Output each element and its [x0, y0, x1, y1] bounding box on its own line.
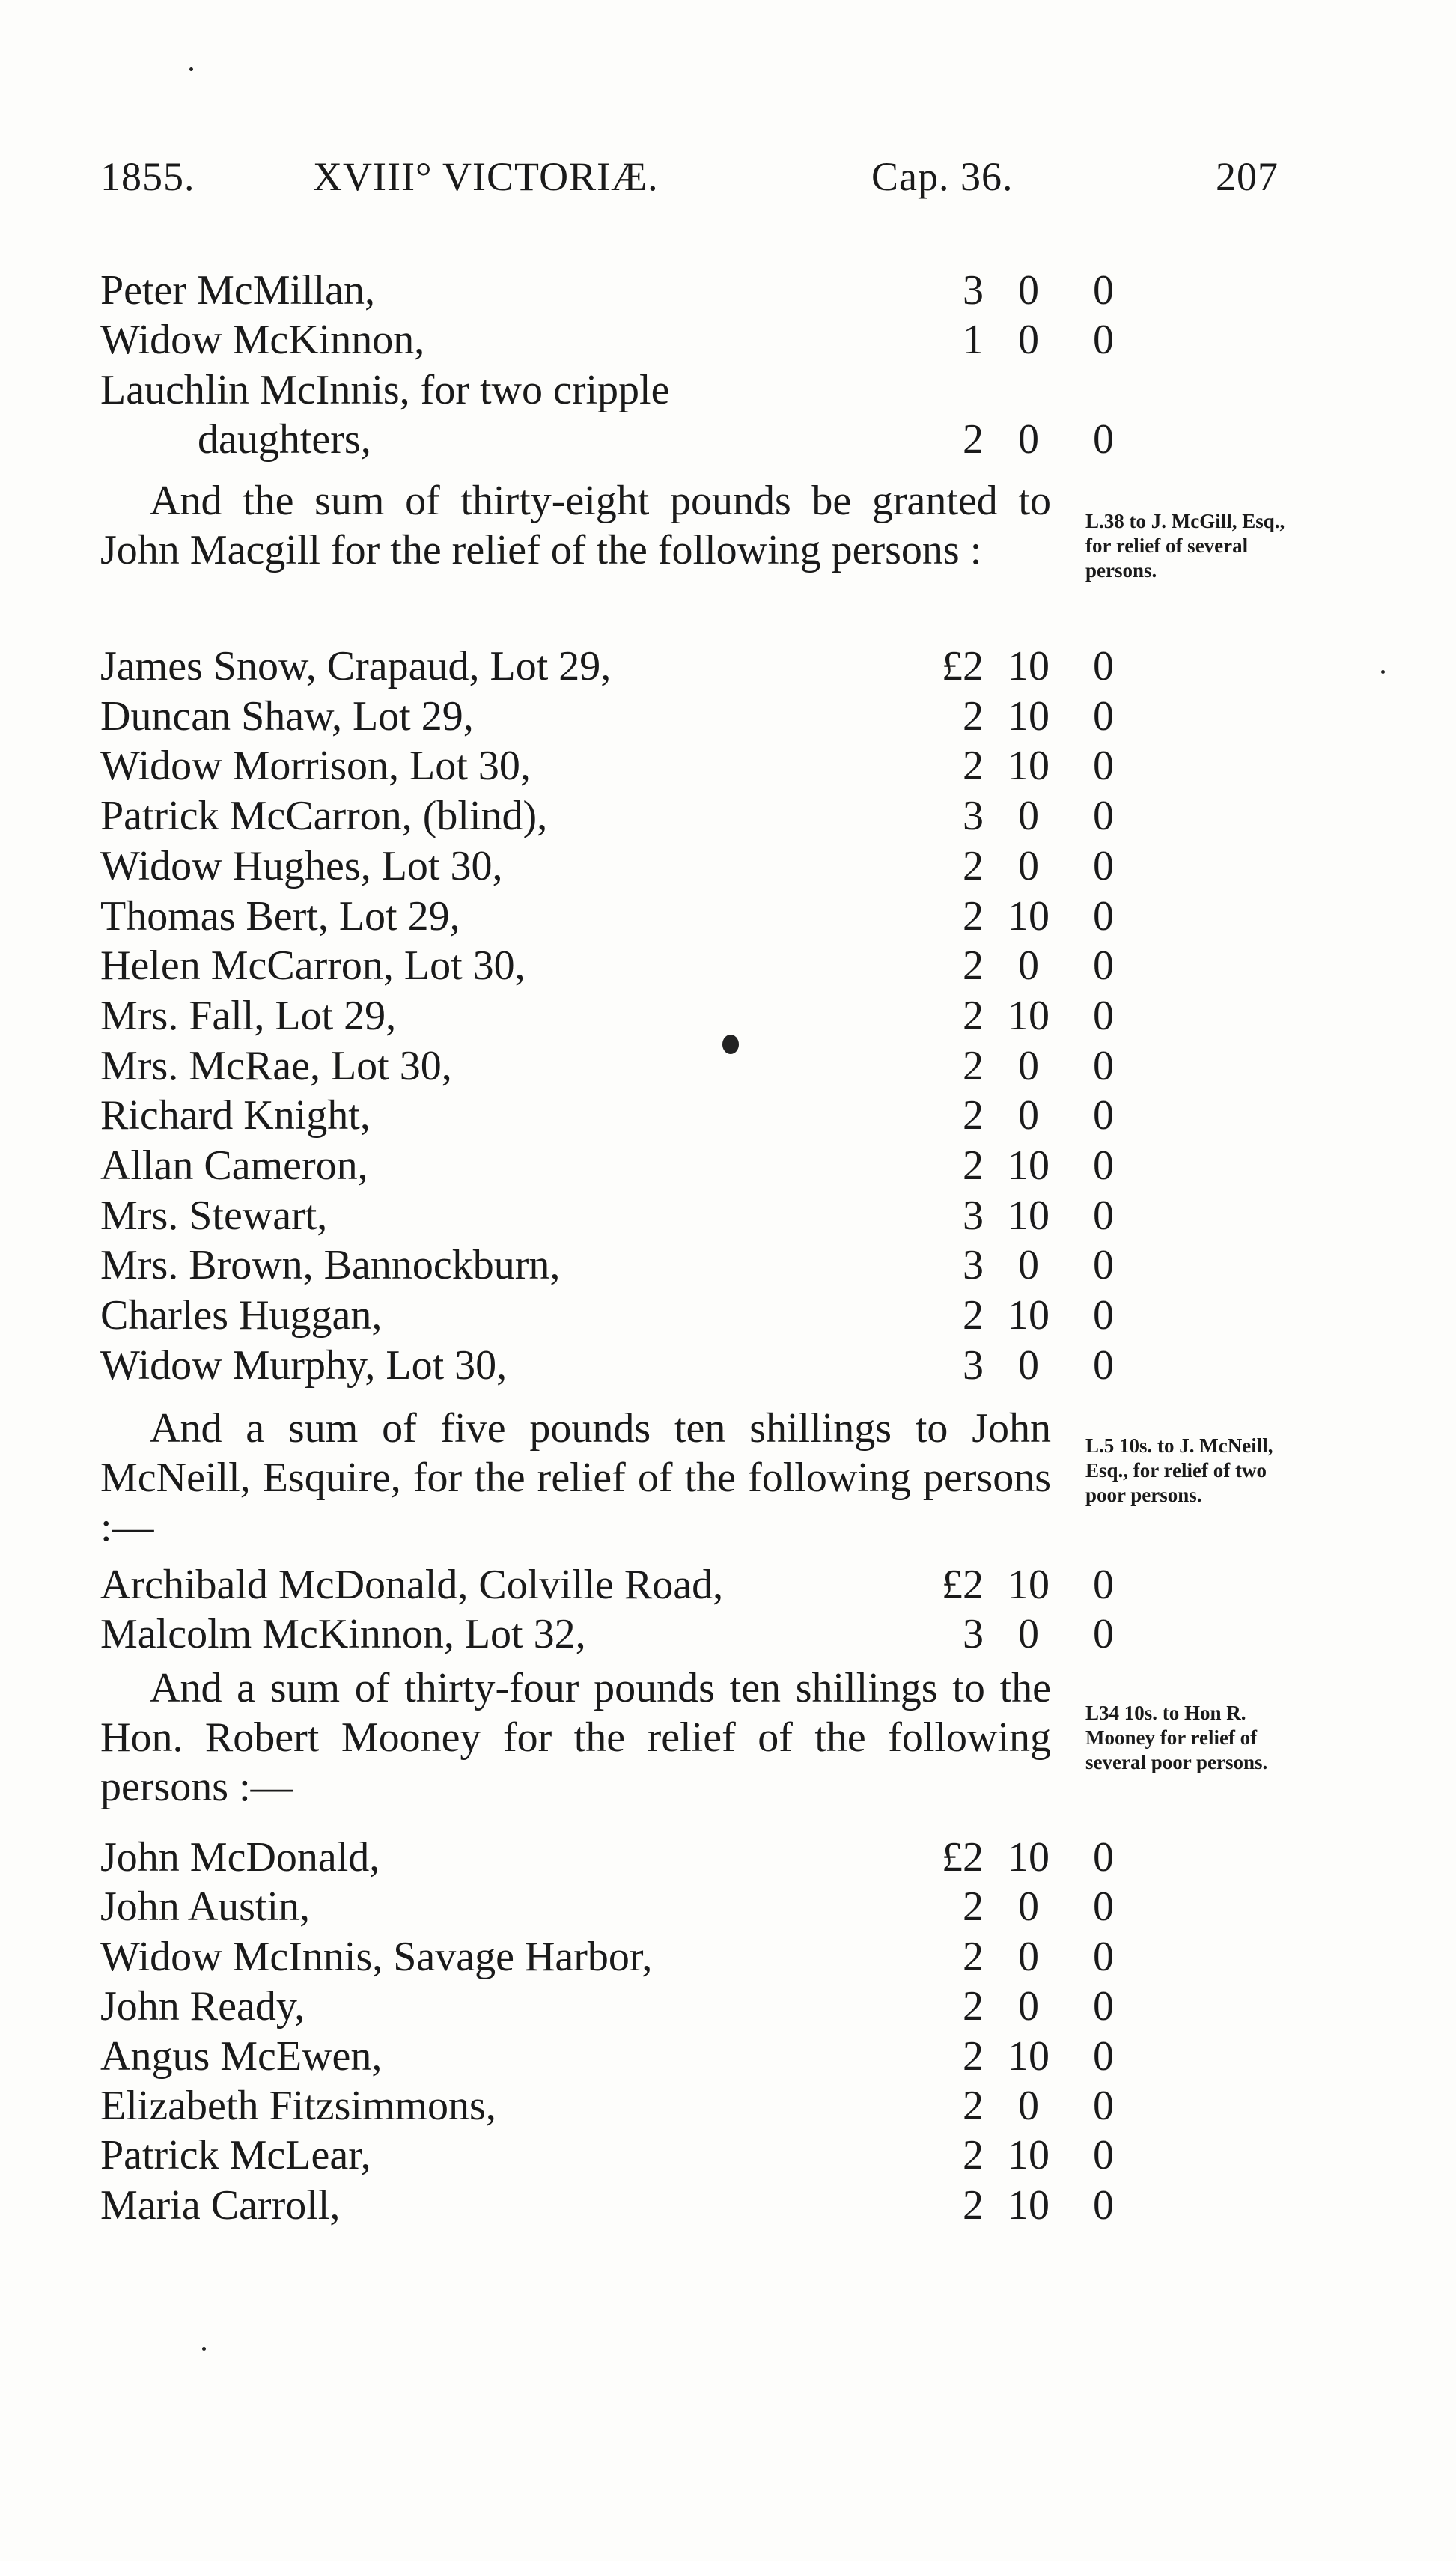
entry-pounds: 2: [963, 992, 984, 1039]
entry-pounds: 2: [963, 1884, 984, 1931]
entry-pounds: 2: [963, 892, 984, 940]
entry-name: Charles Huggan,: [100, 1292, 383, 1339]
entry-shillings: 0: [1018, 842, 1039, 889]
entry-name: Maria Carroll,: [100, 2181, 341, 2229]
entry-shillings: 10: [1008, 2132, 1050, 2179]
entry-name: Mrs. Stewart,: [100, 1192, 328, 1239]
entry-pounds: 2: [963, 1142, 984, 1189]
entry-shillings: 0: [1018, 2083, 1039, 2129]
entry-pence: 0: [1093, 892, 1114, 940]
entry-shillings: 10: [1008, 1142, 1050, 1189]
entry-pence: 0: [1093, 2083, 1114, 2129]
entry-name: Angus McEwen,: [100, 2032, 383, 2080]
entry-pounds: £2: [942, 1562, 984, 1608]
entry-shillings: 10: [1008, 992, 1050, 1039]
page-header: [100, 153, 1298, 213]
ink-blot: [722, 1035, 739, 1054]
entry-pounds: £2: [942, 1834, 984, 1881]
entry-name: Lauchlin McInnis, for two cripple: [100, 367, 670, 413]
entry-name: Allan Cameron,: [100, 1142, 368, 1189]
entry-shillings: 0: [1018, 943, 1039, 990]
entry-pence: 0: [1093, 1242, 1114, 1289]
entry-name: Thomas Bert, Lot 29,: [100, 892, 460, 940]
entry-name: Mrs. McRae, Lot 30,: [100, 1042, 452, 1089]
entry-pence: 0: [1093, 1192, 1114, 1239]
section1-paragraph: And the sum of thirty-eight pounds be granted to John Macgill for the relief of the following persons :: [100, 478, 1051, 573]
entry-pence: 0: [1093, 1042, 1114, 1089]
ink-speck: [189, 67, 193, 71]
entry-pence: 0: [1093, 1342, 1114, 1389]
entry-shillings: 0: [1018, 267, 1039, 314]
entry-pence: 0: [1093, 643, 1114, 689]
header-chapter: Cap. 36.: [871, 154, 1014, 199]
entry-pounds: 2: [963, 2132, 984, 2179]
entry-pence: 0: [1093, 793, 1114, 840]
entry-name: John Ready,: [100, 1983, 305, 2030]
entry-shillings: 10: [1008, 1292, 1050, 1339]
entry-pence: 0: [1093, 1933, 1114, 1980]
entry-name: Malcolm McKinnon, Lot 32,: [100, 1611, 586, 1657]
entry-pence: 0: [1093, 2032, 1114, 2080]
entry-pounds: 3: [963, 793, 984, 840]
section3-margin-note: L34 10s. to Hon R. Mooney for relief of several poor persons.: [1085, 1702, 1268, 1773]
entry-name: Mrs. Brown, Bannockburn,: [100, 1242, 561, 1289]
entry-pence: 0: [1093, 943, 1114, 990]
entry-pounds: 1: [963, 317, 984, 363]
entry-name: Mrs. Fall, Lot 29,: [100, 992, 397, 1039]
entry-pence: 0: [1093, 317, 1114, 363]
entry-pounds: 3: [963, 1611, 984, 1657]
entry-name: Patrick McLear,: [100, 2132, 371, 2179]
entry-name: Widow Morrison, Lot 30,: [100, 743, 531, 790]
entry-name: John Austin,: [100, 1884, 311, 1931]
entry-pence: 0: [1093, 842, 1114, 889]
entry-pounds: 2: [963, 743, 984, 790]
entry-name: Widow McInnis, Savage Harbor,: [100, 1933, 653, 1980]
entry-pounds: 3: [963, 267, 984, 314]
section3-paragraph: And a sum of thirty-four pounds ten shillings to the Hon. Robert Mooney for the relief of the following persons :—: [100, 1665, 1051, 1810]
entry-shillings: 10: [1008, 743, 1050, 790]
entry-pounds: 2: [963, 1042, 984, 1089]
entry-name: daughters,: [198, 416, 371, 463]
entry-shillings: 0: [1018, 1092, 1039, 1139]
entry-pounds: 2: [963, 1933, 984, 1980]
entry-pounds: 2: [963, 416, 984, 463]
entry-shillings: 0: [1018, 1933, 1039, 1980]
entry-name: Archibald McDonald, Colville Road,: [100, 1562, 724, 1608]
entry-shillings: 0: [1018, 1983, 1039, 2030]
entry-name: Helen McCarron, Lot 30,: [100, 943, 526, 990]
entry-shillings: 10: [1008, 1562, 1050, 1608]
entry-pence: 0: [1093, 743, 1114, 790]
entry-pence: 0: [1093, 267, 1114, 314]
entry-pence: 0: [1093, 2132, 1114, 2179]
entry-pence: 0: [1093, 1611, 1114, 1657]
entry-name: Elizabeth Fitzsimmons,: [100, 2083, 496, 2129]
entry-name: Richard Knight,: [100, 1092, 371, 1139]
entry-shillings: 10: [1008, 1192, 1050, 1239]
entry-shillings: 0: [1018, 317, 1039, 363]
entry-shillings: 0: [1018, 1884, 1039, 1931]
entry-pence: 0: [1093, 1142, 1114, 1189]
entry-pounds: £2: [942, 643, 984, 689]
entry-name: Widow Murphy, Lot 30,: [100, 1342, 508, 1389]
entry-pounds: 3: [963, 1342, 984, 1389]
entry-pounds: 2: [963, 1983, 984, 2030]
ink-speck: [202, 2347, 206, 2351]
entry-shillings: 10: [1008, 643, 1050, 689]
entry-pounds: 2: [963, 943, 984, 990]
entry-pounds: 2: [963, 2181, 984, 2229]
entry-shillings: 10: [1008, 892, 1050, 940]
entry-name: John McDonald,: [100, 1834, 380, 1881]
entry-pence: 0: [1093, 1562, 1114, 1608]
entry-pounds: 3: [963, 1242, 984, 1289]
entry-name: James Snow, Crapaud, Lot 29,: [100, 643, 612, 689]
entry-pence: 0: [1093, 1884, 1114, 1931]
entry-pounds: 2: [963, 1292, 984, 1339]
entry-shillings: 10: [1008, 2032, 1050, 2080]
section1-margin-note: L.38 to J. McGill, Esq., for relief of several persons.: [1085, 510, 1285, 582]
entry-shillings: 10: [1008, 692, 1050, 740]
header-page-number: 207: [1216, 154, 1279, 199]
header-year: 1855.: [100, 154, 195, 199]
entry-shillings: 0: [1018, 1242, 1039, 1289]
entry-pence: 0: [1093, 1834, 1114, 1881]
entry-shillings: 0: [1018, 1342, 1039, 1389]
entry-name: Widow McKinnon,: [100, 317, 425, 363]
entry-pounds: 2: [963, 2083, 984, 2129]
entry-shillings: 0: [1018, 416, 1039, 463]
ink-speck: [1381, 670, 1385, 674]
entry-shillings: 0: [1018, 1042, 1039, 1089]
entry-pence: 0: [1093, 692, 1114, 740]
entry-name: Patrick McCarron, (blind),: [100, 793, 548, 840]
header-title: XVIII° VICTORIÆ.: [313, 154, 659, 199]
entry-pence: 0: [1093, 992, 1114, 1039]
entry-name: Widow Hughes, Lot 30,: [100, 842, 503, 889]
entry-pounds: 2: [963, 692, 984, 740]
entry-pence: 0: [1093, 1092, 1114, 1139]
entry-shillings: 10: [1008, 1834, 1050, 1881]
entry-pounds: 2: [963, 1092, 984, 1139]
entry-pounds: 2: [963, 842, 984, 889]
entry-pence: 0: [1093, 1983, 1114, 2030]
entry-pounds: 2: [963, 2032, 984, 2080]
entry-pence: 0: [1093, 416, 1114, 463]
section2-margin-note: L.5 10s. to J. McNeill, Esq., for relief of two poor persons.: [1085, 1434, 1273, 1506]
entry-name: Peter McMillan,: [100, 267, 376, 314]
entry-shillings: 0: [1018, 793, 1039, 840]
entry-shillings: 10: [1008, 2181, 1050, 2229]
entry-name: Duncan Shaw, Lot 29,: [100, 692, 474, 740]
entry-pounds: 3: [963, 1192, 984, 1239]
entry-pence: 0: [1093, 2181, 1114, 2229]
section2-paragraph: And a sum of five pounds ten shillings to John McNeill, Esquire, for the relief of the following persons :—: [100, 1405, 1051, 1550]
entry-pence: 0: [1093, 1292, 1114, 1339]
entry-shillings: 0: [1018, 1611, 1039, 1657]
